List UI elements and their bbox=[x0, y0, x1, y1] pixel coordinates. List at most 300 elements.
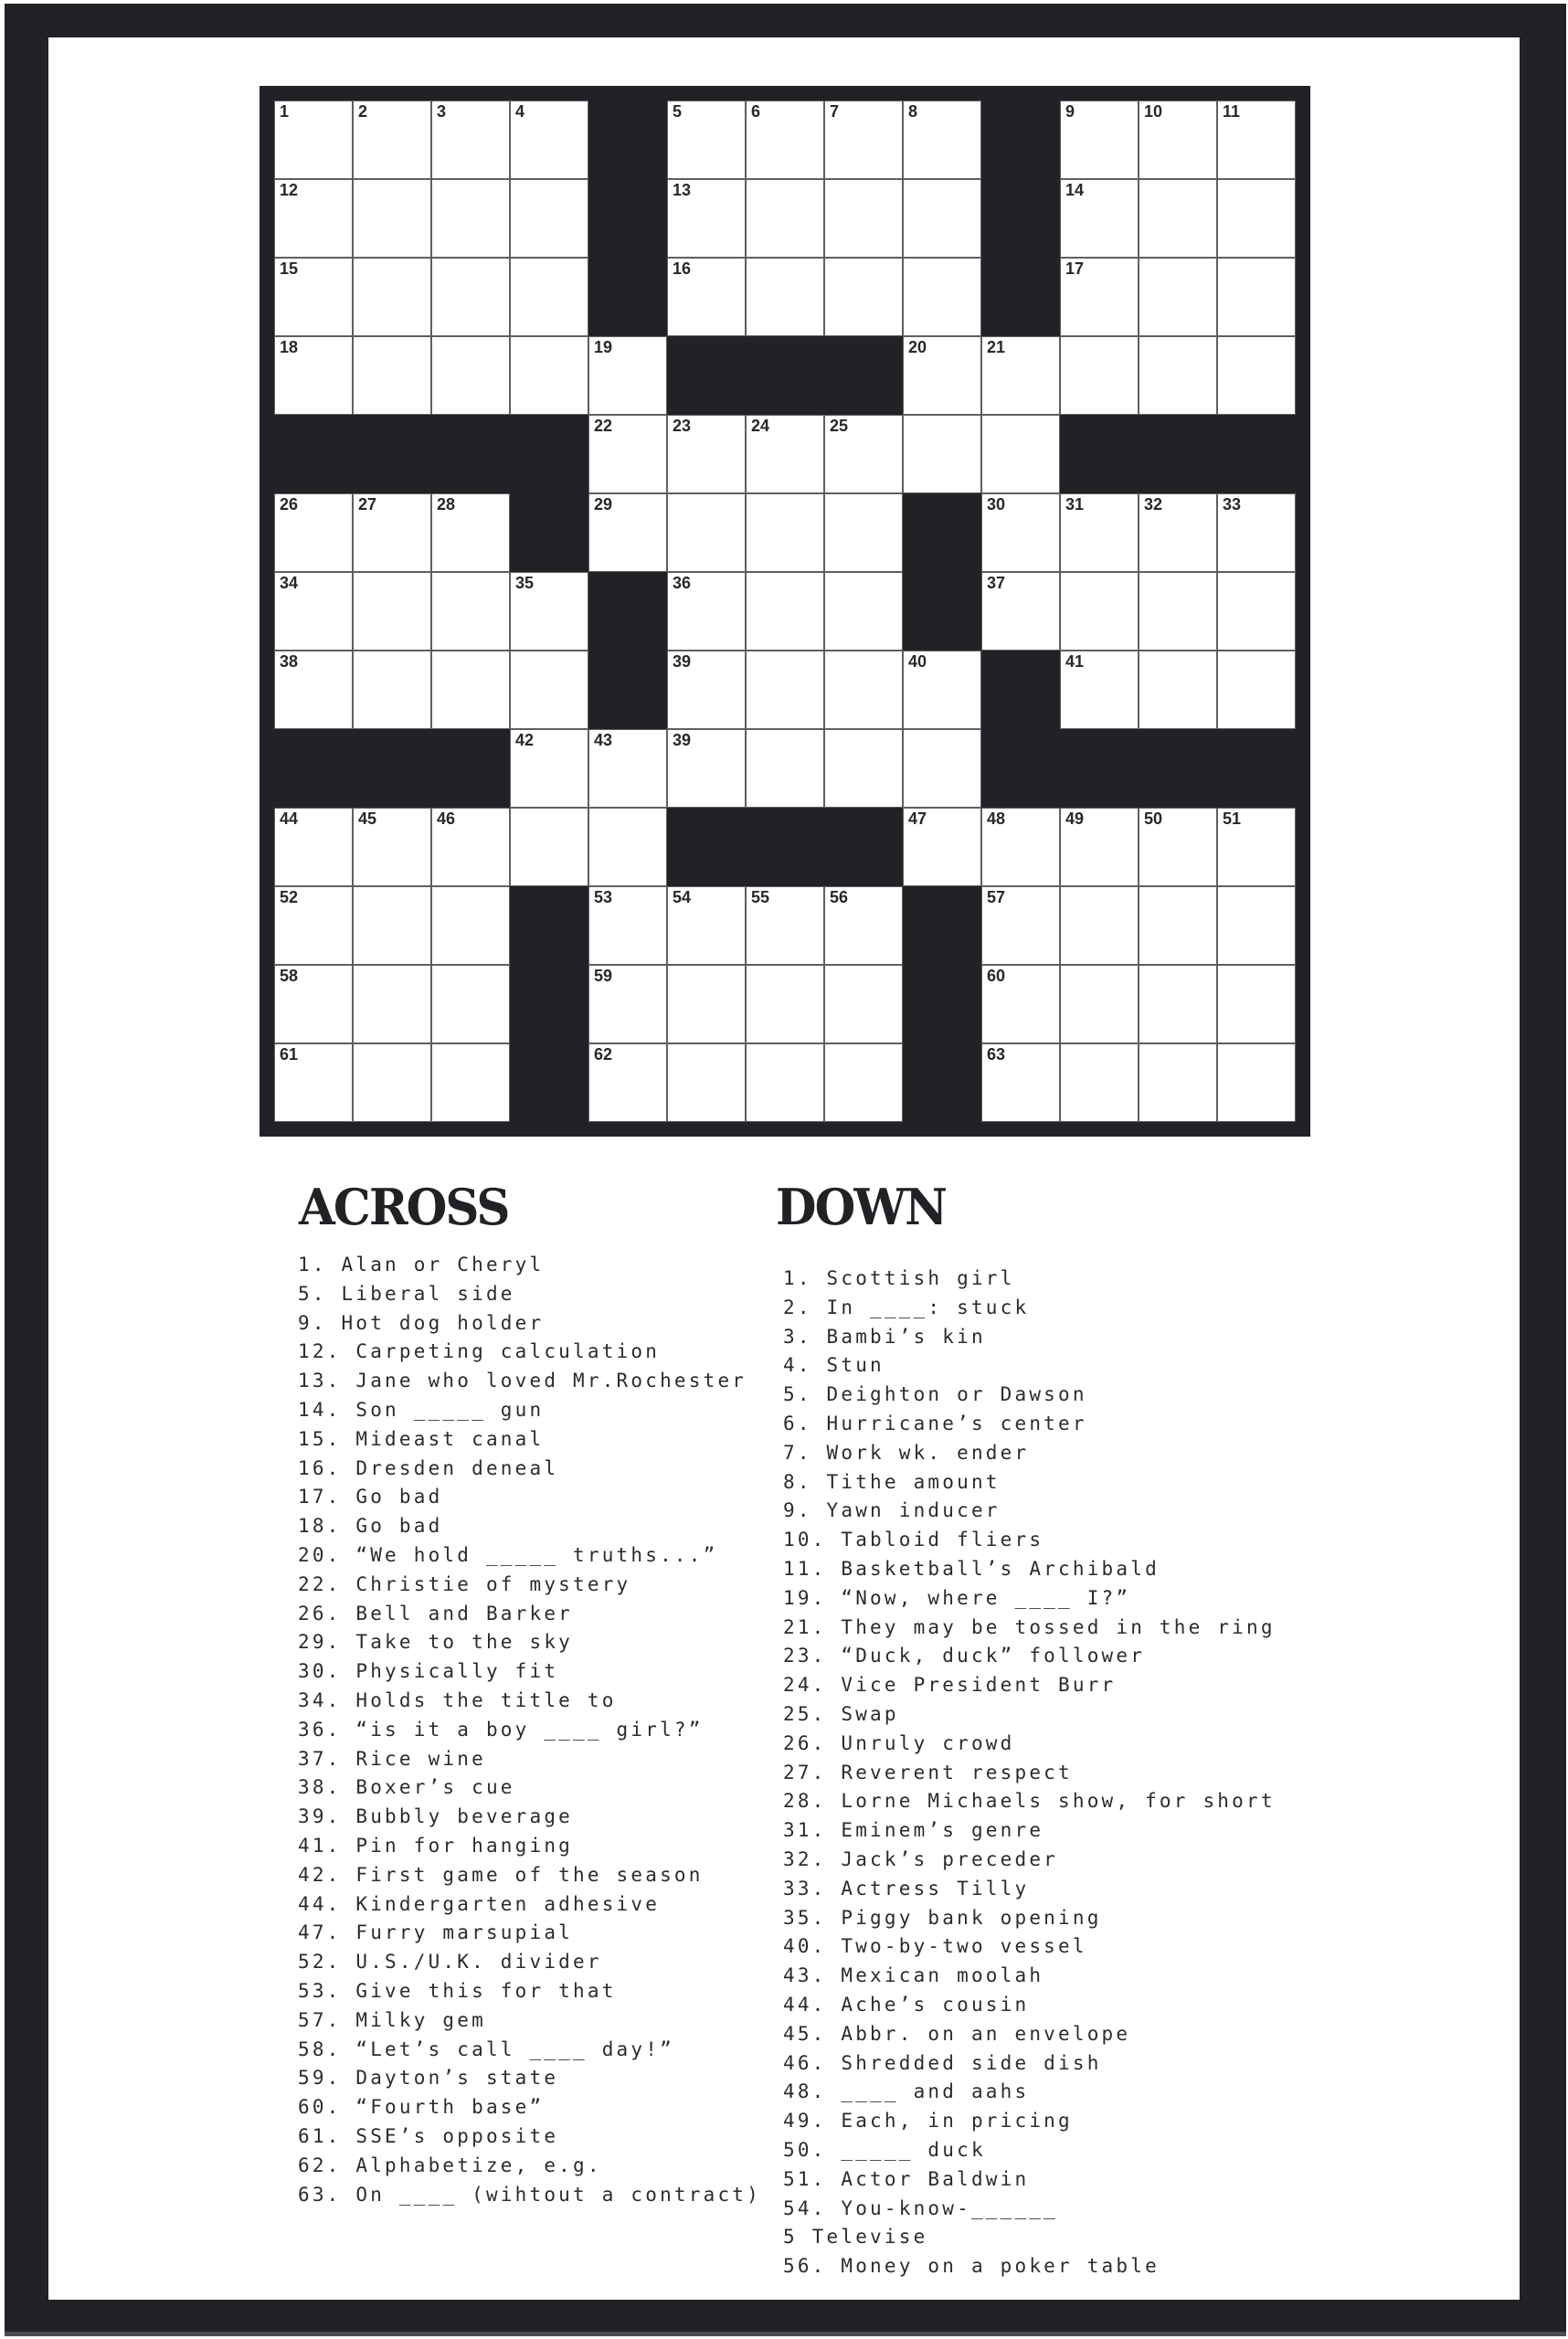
clue-item: 62. Alphabetize, e.g. bbox=[298, 2154, 602, 2176]
white-cell[interactable] bbox=[981, 493, 1060, 572]
cell-number: 14 bbox=[1065, 181, 1085, 199]
clue-item: 27. Reverent respect bbox=[783, 1761, 1073, 1783]
white-cell[interactable] bbox=[746, 729, 824, 808]
cell-number: 30 bbox=[987, 495, 1006, 513]
white-cell[interactable] bbox=[431, 808, 510, 886]
black-cell bbox=[510, 886, 588, 965]
cell-number: 16 bbox=[673, 259, 692, 278]
white-cell[interactable] bbox=[1217, 336, 1296, 415]
white-cell[interactable] bbox=[510, 179, 588, 258]
black-cell bbox=[903, 886, 981, 965]
white-cell[interactable] bbox=[824, 965, 903, 1043]
white-cell[interactable] bbox=[667, 1043, 746, 1122]
white-cell[interactable] bbox=[824, 651, 903, 729]
clue-item: 25. Swap bbox=[783, 1702, 899, 1725]
white-cell[interactable] bbox=[510, 808, 588, 886]
black-cell bbox=[588, 572, 667, 651]
white-cell[interactable] bbox=[1139, 965, 1217, 1043]
cell-number: 21 bbox=[987, 338, 1006, 356]
down-heading: DOWN bbox=[776, 1178, 947, 1236]
black-cell bbox=[1217, 729, 1296, 808]
white-cell[interactable] bbox=[274, 651, 353, 729]
clue-item: 6. Hurricane’s center bbox=[783, 1412, 1087, 1434]
white-cell[interactable] bbox=[903, 179, 981, 258]
white-cell[interactable] bbox=[1217, 101, 1296, 179]
cell-number: 27 bbox=[358, 495, 377, 513]
white-cell[interactable] bbox=[1217, 179, 1296, 258]
clue-item: 35. Piggy bank opening bbox=[783, 1906, 1102, 1929]
crossword-grid bbox=[260, 86, 1310, 1137]
black-cell bbox=[274, 729, 353, 808]
clue-item: 34. Holds the title to bbox=[298, 1688, 617, 1711]
white-cell[interactable] bbox=[588, 808, 667, 886]
white-cell[interactable] bbox=[588, 729, 667, 808]
white-cell[interactable] bbox=[824, 1043, 903, 1122]
cell-number: 54 bbox=[673, 888, 692, 906]
white-cell[interactable] bbox=[824, 101, 903, 179]
clue-item: 56. Money on a poker table bbox=[783, 2255, 1160, 2278]
cell-number: 1 bbox=[280, 102, 290, 121]
cell-number: 5 bbox=[673, 102, 683, 121]
white-cell[interactable] bbox=[667, 493, 746, 572]
clue-item: 3. Bambi’s kin bbox=[783, 1325, 986, 1348]
white-cell[interactable] bbox=[274, 258, 353, 336]
black-cell bbox=[746, 336, 824, 415]
white-cell[interactable] bbox=[667, 729, 746, 808]
black-cell bbox=[431, 729, 510, 808]
cell-number: 42 bbox=[515, 731, 535, 749]
cell-number: 60 bbox=[987, 967, 1006, 985]
black-cell bbox=[510, 965, 588, 1043]
white-cell[interactable] bbox=[1217, 258, 1296, 336]
white-cell[interactable] bbox=[746, 493, 824, 572]
black-cell bbox=[353, 415, 431, 493]
cell-number: 58 bbox=[280, 967, 299, 985]
cell-number: 57 bbox=[987, 888, 1006, 906]
cell-number: 6 bbox=[751, 102, 761, 121]
grid-cells bbox=[274, 101, 1296, 1122]
cell-number: 49 bbox=[1065, 810, 1085, 828]
white-cell[interactable] bbox=[746, 651, 824, 729]
clue-item: 10. Tabloid fliers bbox=[783, 1529, 1044, 1551]
white-cell[interactable] bbox=[353, 886, 431, 965]
white-cell[interactable] bbox=[353, 179, 431, 258]
white-cell[interactable] bbox=[353, 1043, 431, 1122]
white-cell[interactable] bbox=[824, 179, 903, 258]
white-cell[interactable] bbox=[1060, 808, 1139, 886]
black-cell bbox=[588, 258, 667, 336]
clue-item: 37. Rice wine bbox=[298, 1747, 486, 1770]
white-cell[interactable] bbox=[431, 493, 510, 572]
white-cell[interactable] bbox=[431, 258, 510, 336]
clue-item: 4. Stun bbox=[783, 1354, 885, 1377]
clue-item: 39. Bubbly beverage bbox=[298, 1805, 574, 1828]
clue-item: 5 Televise bbox=[783, 2226, 928, 2249]
black-cell bbox=[824, 336, 903, 415]
cell-number: 48 bbox=[987, 810, 1006, 828]
cell-number: 46 bbox=[437, 810, 456, 828]
white-cell[interactable] bbox=[274, 572, 353, 651]
white-cell[interactable] bbox=[588, 886, 667, 965]
frame-bottom-edge bbox=[5, 2332, 1566, 2336]
clue-item: 15. Mideast canal bbox=[298, 1427, 545, 1450]
black-cell bbox=[667, 336, 746, 415]
white-cell[interactable] bbox=[746, 101, 824, 179]
cell-number: 39 bbox=[673, 731, 692, 749]
white-cell[interactable] bbox=[510, 258, 588, 336]
white-cell[interactable] bbox=[903, 101, 981, 179]
white-cell[interactable] bbox=[353, 965, 431, 1043]
white-cell[interactable] bbox=[903, 336, 981, 415]
clue-item: 50. _____ duck bbox=[783, 2138, 986, 2161]
white-cell[interactable] bbox=[274, 808, 353, 886]
clue-item: 1. Scottish girl bbox=[783, 1267, 1015, 1289]
cell-number: 53 bbox=[594, 888, 613, 906]
white-cell[interactable] bbox=[981, 336, 1060, 415]
clue-item: 26. Bell and Barker bbox=[298, 1602, 574, 1625]
white-cell[interactable] bbox=[903, 415, 981, 493]
clue-item: 30. Physically fit bbox=[298, 1660, 559, 1683]
white-cell[interactable] bbox=[824, 729, 903, 808]
clue-item: 11. Basketball’s Archibald bbox=[783, 1557, 1160, 1580]
white-cell[interactable] bbox=[510, 729, 588, 808]
cell-number: 25 bbox=[830, 417, 849, 435]
white-cell[interactable] bbox=[903, 808, 981, 886]
black-cell bbox=[903, 572, 981, 651]
cell-number: 62 bbox=[594, 1045, 613, 1064]
cell-number: 19 bbox=[594, 338, 613, 356]
white-cell[interactable] bbox=[667, 572, 746, 651]
white-cell[interactable] bbox=[431, 965, 510, 1043]
white-cell[interactable] bbox=[1217, 1043, 1296, 1122]
white-cell[interactable] bbox=[1139, 493, 1217, 572]
white-cell[interactable] bbox=[1139, 572, 1217, 651]
black-cell bbox=[981, 651, 1060, 729]
clue-item: 45. Abbr. on an envelope bbox=[783, 2022, 1131, 2045]
white-cell[interactable] bbox=[431, 179, 510, 258]
cell-number: 41 bbox=[1065, 652, 1085, 671]
white-cell[interactable] bbox=[903, 258, 981, 336]
clue-item: 58. “Let’s call ____ day!” bbox=[298, 2037, 674, 2060]
white-cell[interactable] bbox=[274, 336, 353, 415]
cell-number: 47 bbox=[908, 810, 927, 828]
black-cell bbox=[510, 1043, 588, 1122]
white-cell[interactable] bbox=[746, 258, 824, 336]
white-cell[interactable] bbox=[824, 415, 903, 493]
white-cell[interactable] bbox=[274, 101, 353, 179]
cell-number: 51 bbox=[1223, 810, 1242, 828]
clue-item: 13. Jane who loved Mr.Rochester bbox=[298, 1370, 747, 1392]
white-cell[interactable] bbox=[431, 651, 510, 729]
white-cell[interactable] bbox=[353, 572, 431, 651]
black-cell bbox=[510, 415, 588, 493]
cell-number: 55 bbox=[751, 888, 770, 906]
white-cell[interactable] bbox=[274, 179, 353, 258]
white-cell[interactable] bbox=[1139, 1043, 1217, 1122]
clue-item: 41. Pin for hanging bbox=[298, 1834, 574, 1857]
cell-number: 12 bbox=[280, 181, 299, 199]
clue-item: 28. Lorne Michaels show, for short bbox=[783, 1790, 1276, 1813]
cell-number: 11 bbox=[1223, 102, 1241, 121]
black-cell bbox=[1060, 415, 1139, 493]
cell-number: 17 bbox=[1065, 259, 1085, 278]
cell-number: 34 bbox=[280, 574, 299, 592]
white-cell[interactable] bbox=[1139, 651, 1217, 729]
cell-number: 59 bbox=[594, 967, 613, 985]
clue-item: 20. “We hold _____ truths...” bbox=[298, 1543, 718, 1566]
clue-item: 36. “is it a boy ____ girl?” bbox=[298, 1718, 704, 1741]
white-cell[interactable] bbox=[667, 651, 746, 729]
white-cell[interactable] bbox=[903, 651, 981, 729]
clue-item: 14. Son _____ gun bbox=[298, 1398, 545, 1421]
white-cell[interactable] bbox=[667, 101, 746, 179]
cell-number: 44 bbox=[280, 810, 299, 828]
clue-item: 8. Tithe amount bbox=[783, 1470, 1001, 1493]
white-cell[interactable] bbox=[981, 415, 1060, 493]
clue-item: 44. Kindergarten adhesive bbox=[298, 1892, 661, 1915]
white-cell[interactable] bbox=[746, 179, 824, 258]
cell-number: 52 bbox=[280, 888, 299, 906]
clue-item: 9. Hot dog holder bbox=[298, 1311, 545, 1334]
cell-number: 31 bbox=[1065, 495, 1085, 513]
cell-number: 29 bbox=[594, 495, 613, 513]
white-cell[interactable] bbox=[1060, 336, 1139, 415]
white-cell[interactable] bbox=[1060, 179, 1139, 258]
cell-number: 37 bbox=[987, 574, 1006, 592]
cell-number: 43 bbox=[594, 731, 613, 749]
clue-item: 63. On ____ (wihtout a contract) bbox=[298, 2183, 761, 2206]
white-cell[interactable] bbox=[1060, 886, 1139, 965]
cell-number: 8 bbox=[908, 102, 918, 121]
clue-item: 24. Vice President Burr bbox=[783, 1674, 1117, 1697]
white-cell[interactable] bbox=[667, 965, 746, 1043]
clue-item: 52. U.S./U.K. divider bbox=[298, 1951, 602, 1974]
black-cell bbox=[903, 965, 981, 1043]
white-cell[interactable] bbox=[667, 886, 746, 965]
white-cell[interactable] bbox=[1139, 258, 1217, 336]
white-cell[interactable] bbox=[824, 886, 903, 965]
cell-number: 2 bbox=[358, 102, 368, 121]
cell-number: 24 bbox=[751, 417, 770, 435]
clue-item: 49. Each, in pricing bbox=[783, 2110, 1073, 2133]
cell-number: 26 bbox=[280, 495, 299, 513]
white-cell[interactable] bbox=[1060, 572, 1139, 651]
white-cell[interactable] bbox=[588, 415, 667, 493]
clue-item: 54. You-know-______ bbox=[783, 2196, 1059, 2219]
white-cell[interactable] bbox=[1139, 101, 1217, 179]
clue-item: 60. “Fourth base” bbox=[298, 2096, 545, 2119]
white-cell[interactable] bbox=[510, 572, 588, 651]
white-cell[interactable] bbox=[746, 886, 824, 965]
white-cell[interactable] bbox=[510, 336, 588, 415]
white-cell[interactable] bbox=[353, 493, 431, 572]
white-cell[interactable] bbox=[1217, 651, 1296, 729]
white-cell[interactable] bbox=[588, 965, 667, 1043]
black-cell bbox=[824, 808, 903, 886]
black-cell bbox=[903, 1043, 981, 1122]
cell-number: 23 bbox=[673, 417, 692, 435]
clue-item: 44. Ache’s cousin bbox=[783, 1993, 1030, 2016]
white-cell[interactable] bbox=[353, 101, 431, 179]
white-cell[interactable] bbox=[353, 336, 431, 415]
black-cell bbox=[981, 258, 1060, 336]
white-cell[interactable] bbox=[667, 179, 746, 258]
clue-item: 43. Mexican moolah bbox=[783, 1964, 1044, 1987]
white-cell[interactable] bbox=[824, 258, 903, 336]
white-cell[interactable] bbox=[981, 572, 1060, 651]
cell-number: 38 bbox=[280, 652, 299, 671]
clue-item: 38. Boxer’s cue bbox=[298, 1776, 515, 1799]
across-heading: ACROSS bbox=[299, 1178, 509, 1236]
clue-item: 57. Milky gem bbox=[298, 2008, 486, 2031]
black-cell bbox=[1060, 729, 1139, 808]
clue-item: 5. Deighton or Dawson bbox=[783, 1383, 1087, 1406]
white-cell[interactable] bbox=[431, 572, 510, 651]
white-cell[interactable] bbox=[431, 886, 510, 965]
cell-number: 18 bbox=[280, 338, 299, 356]
white-cell[interactable] bbox=[1060, 965, 1139, 1043]
clue-item: 51. Actor Baldwin bbox=[783, 2167, 1030, 2190]
white-cell[interactable] bbox=[431, 1043, 510, 1122]
clue-item: 23. “Duck, duck” follower bbox=[783, 1645, 1146, 1667]
cell-number: 63 bbox=[987, 1045, 1006, 1064]
cell-number: 35 bbox=[515, 574, 535, 592]
clue-item: 53. Give this for that bbox=[298, 1979, 617, 2002]
white-cell[interactable] bbox=[667, 258, 746, 336]
clue-item: 5. Liberal side bbox=[298, 1282, 515, 1305]
cell-number: 10 bbox=[1144, 102, 1163, 121]
white-cell[interactable] bbox=[1060, 258, 1139, 336]
black-cell bbox=[510, 493, 588, 572]
clue-item: 61. SSE’s opposite bbox=[298, 2124, 559, 2147]
clue-item: 33. Actress Tilly bbox=[783, 1877, 1030, 1900]
cell-number: 15 bbox=[280, 259, 299, 278]
clue-item: 59. Dayton’s state bbox=[298, 2067, 559, 2090]
white-cell[interactable] bbox=[588, 336, 667, 415]
cell-number: 7 bbox=[830, 102, 840, 121]
white-cell[interactable] bbox=[274, 965, 353, 1043]
clue-item: 46. Shredded side dish bbox=[783, 2051, 1102, 2074]
white-cell[interactable] bbox=[746, 965, 824, 1043]
across-clue-list bbox=[298, 1251, 761, 2209]
clue-item: 21. They may be tossed in the ring bbox=[783, 1615, 1276, 1638]
black-cell bbox=[274, 415, 353, 493]
black-cell bbox=[588, 179, 667, 258]
white-cell[interactable] bbox=[1217, 808, 1296, 886]
cell-number: 45 bbox=[358, 810, 377, 828]
cell-number: 3 bbox=[437, 102, 447, 121]
cell-number: 32 bbox=[1144, 495, 1163, 513]
white-cell[interactable] bbox=[1217, 965, 1296, 1043]
cell-number: 9 bbox=[1065, 102, 1075, 121]
white-cell[interactable] bbox=[1060, 1043, 1139, 1122]
clue-item: 48. ____ and aahs bbox=[783, 2080, 1030, 2103]
black-cell bbox=[981, 179, 1060, 258]
clue-item: 19. “Now, where ____ I?” bbox=[783, 1586, 1131, 1609]
white-cell[interactable] bbox=[588, 493, 667, 572]
cell-number: 20 bbox=[908, 338, 927, 356]
clue-item: 31. Eminem’s genre bbox=[783, 1819, 1044, 1842]
black-cell bbox=[1139, 729, 1217, 808]
white-cell[interactable] bbox=[510, 651, 588, 729]
white-cell[interactable] bbox=[353, 651, 431, 729]
clue-item: 18. Go bad bbox=[298, 1515, 443, 1538]
cell-number: 13 bbox=[673, 181, 692, 199]
clue-item: 47. Furry marsupial bbox=[298, 1921, 574, 1944]
cell-number: 61 bbox=[280, 1045, 299, 1064]
white-cell[interactable] bbox=[1139, 886, 1217, 965]
clue-item: 2. In ____: stuck bbox=[783, 1296, 1030, 1318]
cell-number: 22 bbox=[594, 417, 613, 435]
white-cell[interactable] bbox=[746, 415, 824, 493]
white-cell[interactable] bbox=[824, 572, 903, 651]
black-cell bbox=[588, 101, 667, 179]
white-cell[interactable] bbox=[981, 1043, 1060, 1122]
white-cell[interactable] bbox=[1217, 886, 1296, 965]
black-cell bbox=[746, 808, 824, 886]
black-cell bbox=[588, 651, 667, 729]
white-cell[interactable] bbox=[981, 886, 1060, 965]
cell-number: 28 bbox=[437, 495, 456, 513]
clue-item: 12. Carpeting calculation bbox=[298, 1340, 661, 1363]
white-cell[interactable] bbox=[274, 493, 353, 572]
white-cell[interactable] bbox=[274, 886, 353, 965]
white-cell[interactable] bbox=[1060, 493, 1139, 572]
white-cell[interactable] bbox=[1139, 179, 1217, 258]
clue-item: 22. Christie of mystery bbox=[298, 1572, 631, 1595]
cell-number: 36 bbox=[673, 574, 692, 592]
cell-number: 4 bbox=[515, 102, 525, 121]
clue-item: 1. Alan or Cheryl bbox=[298, 1254, 545, 1275]
black-cell bbox=[353, 729, 431, 808]
white-cell[interactable] bbox=[667, 415, 746, 493]
white-cell[interactable] bbox=[1139, 336, 1217, 415]
white-cell[interactable] bbox=[824, 493, 903, 572]
white-cell[interactable] bbox=[510, 101, 588, 179]
clue-item: 40. Two-by-two vessel bbox=[783, 1935, 1087, 1958]
white-cell[interactable] bbox=[588, 1043, 667, 1122]
down-clue-list bbox=[783, 1265, 1276, 2281]
white-cell[interactable] bbox=[274, 1043, 353, 1122]
white-cell[interactable] bbox=[353, 808, 431, 886]
clue-item: 16. Dresden deneal bbox=[298, 1456, 559, 1479]
cell-number: 33 bbox=[1223, 495, 1242, 513]
clue-item: 26. Unruly crowd bbox=[783, 1731, 1015, 1754]
cell-number: 50 bbox=[1144, 810, 1163, 828]
clue-item: 9. Yawn inducer bbox=[783, 1499, 1001, 1522]
black-cell bbox=[431, 415, 510, 493]
white-cell[interactable] bbox=[1217, 493, 1296, 572]
white-cell[interactable] bbox=[1139, 808, 1217, 886]
white-cell[interactable] bbox=[1060, 651, 1139, 729]
white-cell[interactable] bbox=[746, 572, 824, 651]
white-cell[interactable] bbox=[903, 729, 981, 808]
clue-item: 42. First game of the season bbox=[298, 1863, 704, 1886]
white-cell[interactable] bbox=[353, 258, 431, 336]
clue-item: 29. Take to the sky bbox=[298, 1631, 574, 1654]
black-cell bbox=[667, 808, 746, 886]
white-cell[interactable] bbox=[981, 965, 1060, 1043]
white-cell[interactable] bbox=[431, 336, 510, 415]
white-cell[interactable] bbox=[746, 1043, 824, 1122]
cell-number: 39 bbox=[673, 652, 692, 671]
white-cell[interactable] bbox=[1060, 101, 1139, 179]
white-cell[interactable] bbox=[1217, 572, 1296, 651]
white-cell[interactable] bbox=[981, 808, 1060, 886]
white-cell[interactable] bbox=[431, 101, 510, 179]
clue-item: 7. Work wk. ender bbox=[783, 1441, 1030, 1464]
black-cell bbox=[1217, 415, 1296, 493]
